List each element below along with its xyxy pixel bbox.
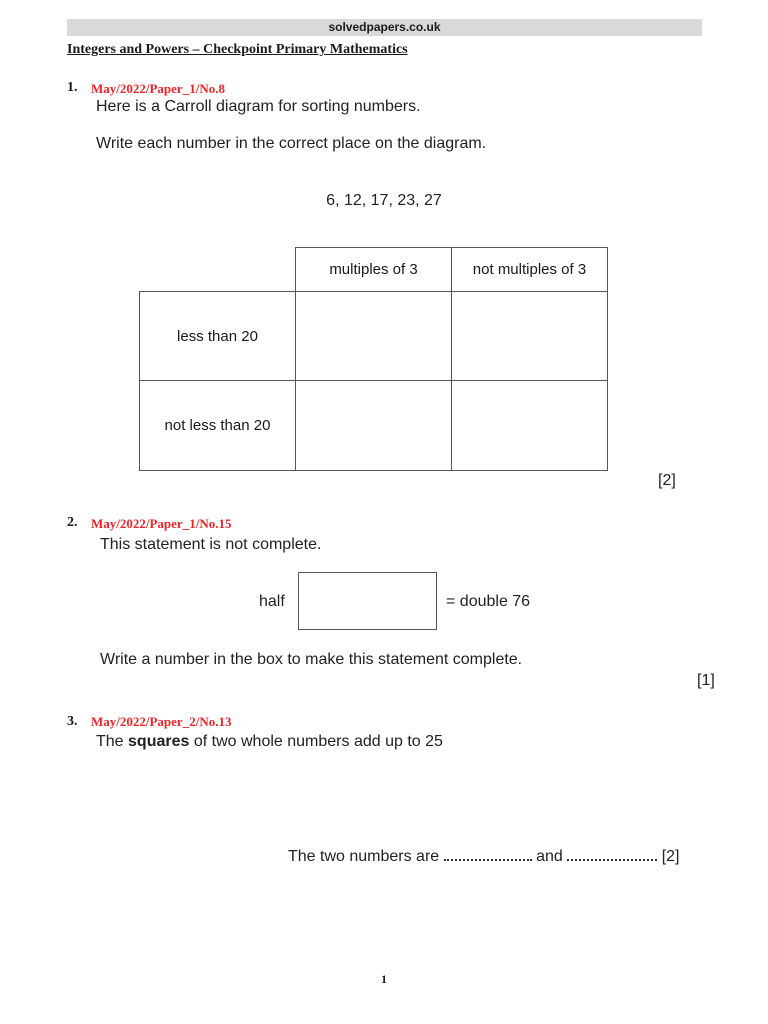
double-76-label: = double 76 <box>446 593 531 610</box>
answer-and: and <box>536 848 563 865</box>
page-title: Integers and Powers – Checkpoint Primary Mathematics <box>67 42 408 57</box>
answer-line <box>288 847 680 866</box>
column-header-not-multiples: not multiples of 3 <box>451 247 608 292</box>
question-1-reference: May/2022/Paper_1/No.8 <box>91 81 225 96</box>
diagram-cell[interactable] <box>295 380 452 471</box>
diagram-cell[interactable] <box>295 291 452 381</box>
row-header-not-less-than-20: not less than 20 <box>139 380 296 471</box>
question-2-marks: [1] <box>697 672 715 689</box>
question-3-marks: [2] <box>661 848 680 865</box>
question-3-text <box>96 733 443 751</box>
page-number: 1 <box>381 972 387 986</box>
answer-prefix: The two numbers are <box>288 848 440 865</box>
question-2-reference: May/2022/Paper_1/No.15 <box>91 516 232 531</box>
question-3-reference: May/2022/Paper_2/No.13 <box>91 714 232 729</box>
diagram-cell[interactable] <box>451 380 608 471</box>
half-label: half <box>259 593 285 610</box>
answer-blank-1[interactable] <box>444 847 532 861</box>
diagram-cell[interactable] <box>451 291 608 381</box>
question-3-text-pre: The <box>96 733 124 750</box>
site-name: solvedpapers.co.uk <box>328 20 441 34</box>
question-2-instruction: Write a number in the box to make this statement complete. <box>100 651 523 668</box>
question-3-number: 3. <box>67 714 78 729</box>
question-1-instruction: Write each number in the correct place on the diagram. <box>96 135 487 152</box>
row-header-less-than-20: less than 20 <box>139 291 296 381</box>
question-1-number: 1. <box>67 80 78 95</box>
carroll-diagram <box>139 247 608 471</box>
number-list: 6, 12, 17, 23, 27 <box>326 192 442 209</box>
column-header-multiples: multiples of 3 <box>295 247 452 292</box>
question-3-text-post: of two whole numbers add up to 25 <box>193 733 443 750</box>
answer-blank-2[interactable] <box>567 847 657 861</box>
squares-keyword: squares <box>128 733 190 750</box>
question-2-number: 2. <box>67 515 78 530</box>
question-1-marks: [2] <box>658 472 676 489</box>
question-2-intro: This statement is not complete. <box>100 536 322 553</box>
answer-box[interactable] <box>298 572 437 630</box>
question-1-intro: Here is a Carroll diagram for sorting numbers. <box>96 98 421 115</box>
